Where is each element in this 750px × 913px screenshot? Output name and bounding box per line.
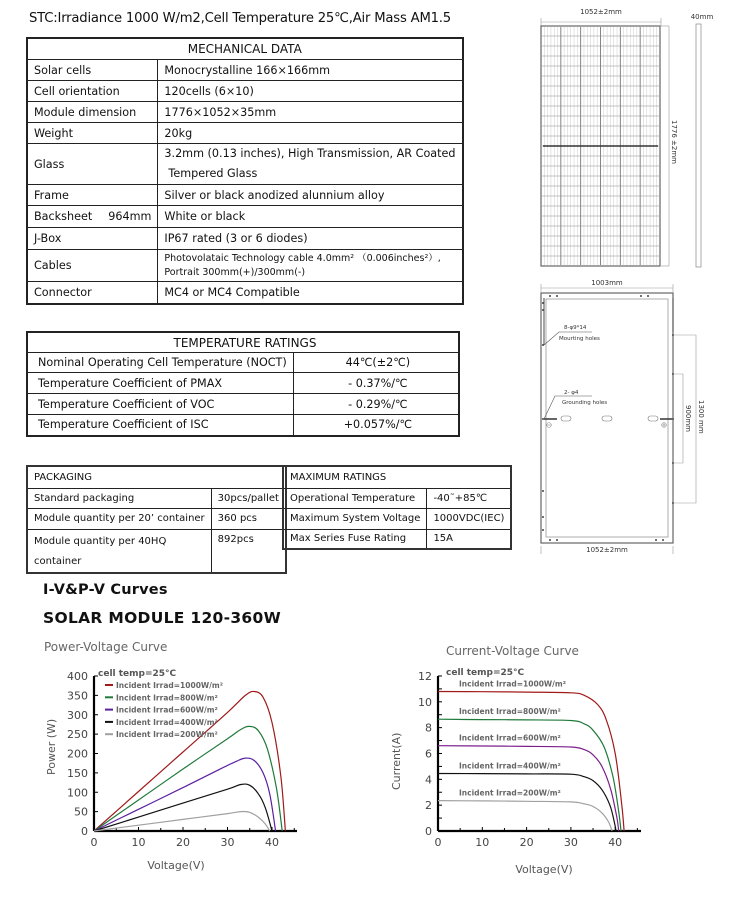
series-line-2 [94,758,276,831]
max-label: Operational Temperature [283,488,427,508]
back-top-width-label: 1003mm [591,279,623,287]
temp-value: - 0.29%/℃ [293,394,459,415]
cables-line-2: Portrait 300mm(+)/300mm(-) [164,266,306,278]
max-value: 15A [427,529,512,549]
pv-legend-item: Incident Irrad=800W/m² [116,693,218,703]
pack-value: 30pcs/pallet [211,488,286,508]
svg-text:2: 2 [425,799,432,813]
current-voltage-chart [340,660,660,885]
module-heading: SOLAR MODULE 120-360W [43,609,281,627]
svg-text:100: 100 [67,786,88,800]
dim-1300-label: 1300 mm [697,400,705,434]
mech-value: MC4 or MC4 Compatible [158,282,463,304]
max-ratings-title: MAXIMUM RATINGS [283,466,511,488]
grounding-holes-label: Grounding holes [562,400,608,406]
svg-text:40: 40 [265,836,279,849]
mech-label: Frame [27,185,158,206]
iv-series-label: Incident Irrad=400W/m² [459,761,561,771]
mechanical-data-table [26,37,464,305]
side-depth-label: 40mm [690,13,714,21]
series-line-4 [94,811,270,831]
svg-text:300: 300 [67,708,88,722]
mech-label: Connector [27,282,158,304]
mech-label: Cell orientation [27,81,158,102]
svg-text:10: 10 [131,836,146,849]
mech-label: Weight [27,123,158,144]
mech-label: Glass [27,144,158,185]
max-label: Max Series Fuse Rating [283,529,427,549]
pv-legend-item: Incident Irrad=600W/m² [116,705,218,715]
svg-text:0: 0 [434,836,442,849]
mech-label: Module dimension [27,102,158,123]
series-line-1 [94,726,282,831]
iv-series-label: Incident Irrad=200W/m² [459,788,561,798]
iv-y-label: Current(A) [390,732,403,790]
front-height-label: 1776 ±2mm [670,120,678,164]
backsheet-extra: 964mm [108,210,152,223]
mechanical-title: MECHANICAL DATA [27,38,463,60]
mech-value [158,144,463,185]
svg-text:12: 12 [418,669,432,683]
temperature-title: TEMPERATURE RATINGS [27,332,459,353]
mech-value: Silver or black anodized alunnium alloy [158,185,463,206]
pack-value: 892pcs [211,529,286,573]
grounding-holes-spec: 2- φ4 [564,390,579,396]
svg-text:10: 10 [475,836,490,849]
svg-text:200: 200 [67,747,88,761]
front-view-drawing [530,0,750,280]
mech-label: Solar cells [27,60,158,81]
iv-series-label: Incident Irrad=800W/m² [459,707,561,717]
pv-cell-temp: cell temp=25°C [98,669,177,679]
mech-label: J-Box [27,228,158,250]
mech-value: 120cells (6×10) [158,81,463,102]
iv-cell-temp: cell temp=25°C [446,668,525,678]
pack-label: Standard packaging [27,488,211,508]
mech-value: Monocrystalline 166×166mm [158,60,463,81]
max-label: Maximum System Voltage [283,508,427,529]
temp-label: Nominal Operating Cell Temperature (NOCT) [27,353,293,373]
temp-label: Temperature Coefficient of ISC [27,415,293,436]
pack-label [27,529,211,573]
svg-text:50: 50 [74,805,88,819]
mech-value: 1776×1052×35mm [158,102,463,123]
svg-text:0: 0 [81,825,88,838]
svg-text:0: 0 [90,836,98,849]
mounting-holes-label: Mourting holes [559,336,600,342]
max-value: -40˜+85℃ [427,488,512,508]
mech-value: IP67 rated (3 or 6 diodes) [158,228,463,250]
svg-text:6: 6 [425,747,432,761]
svg-text:30: 30 [563,836,578,849]
packaging-title: PACKAGING [27,466,286,488]
svg-text:40: 40 [608,836,623,849]
pack-value: 360 pcs [211,508,286,529]
temp-label: Temperature Coefficient of VOC [27,394,293,415]
curves-heading: I-V&P-V Curves [43,582,168,598]
svg-text:250: 250 [67,728,88,742]
svg-text:20: 20 [176,836,190,849]
glass-line-2: Tempered Glass [168,167,258,180]
iv-series-label: Incident Irrad=600W/m² [459,733,561,743]
temp-value: +0.057%/℃ [293,415,459,436]
pv-y-label: Power (W) [45,718,58,775]
pv-legend-item: Incident Irrad=1000W/m² [116,681,224,690]
svg-text:20: 20 [519,836,534,849]
stc-conditions: STC:Irradiance 1000 W/m2,Cell Temperature 25℃,Air Mass AM1.5 [29,11,451,26]
temperature-ratings-table [26,331,460,437]
svg-text:400: 400 [67,670,88,683]
max-value: 1000VDC(IEC) [427,508,512,529]
temp-value: 44℃(±2℃) [293,353,459,373]
backsheet-label: Backsheet [34,210,93,223]
front-width-label: 1052±2mm [580,8,622,16]
pv-x-label: Voltage(V) [147,859,205,872]
mech-value: 20kg [158,123,463,144]
pv-legend-item: Incident Irrad=400W/m² [116,717,218,727]
svg-text:10: 10 [418,695,432,709]
pack-label-line1: Module quantity per 40HQ [34,535,167,547]
mech-value: White or black [158,206,463,228]
mech-value [158,250,463,282]
pack-label: Module quantity per 20’ container [27,508,211,529]
temp-value: - 0.37%/℃ [293,373,459,394]
iv-series-label: Incident Irrad=1000W/m² [459,679,567,689]
mech-label: Cables [27,250,158,282]
series-line-4 [438,801,612,831]
pv-chart-title: Power-Voltage Curve [44,640,168,654]
dim-900-label: 900mm [684,405,692,432]
packaging-table [26,465,287,574]
series-line-3 [438,774,616,832]
cables-line-1: Photovolataic Technology cable 4.0mm² （0.006inches²）, [164,252,441,264]
iv-chart-title: Current-Voltage Curve [446,644,579,658]
temp-label: Temperature Coefficient of PMAX [27,373,293,394]
back-view-drawing [530,270,750,560]
glass-line-1: 3.2mm (0.13 inches), High Transmission, AR Coated [164,147,456,160]
mech-label [27,206,158,228]
svg-text:4: 4 [425,773,432,787]
pv-legend-item: Incident Irrad=200W/m² [116,730,218,740]
svg-text:0: 0 [425,825,432,838]
power-voltage-chart [0,660,340,885]
svg-text:150: 150 [67,766,88,780]
pack-label-line2: container [34,555,82,567]
maximum-ratings-table [282,465,512,550]
mounting-holes-spec: 8-φ9*14 [564,325,587,331]
back-bottom-width-label: 1052±2mm [586,546,628,554]
svg-text:8: 8 [425,721,432,735]
svg-text:30: 30 [220,836,235,849]
svg-text:350: 350 [67,689,88,703]
iv-x-label: Voltage(V) [515,863,573,876]
